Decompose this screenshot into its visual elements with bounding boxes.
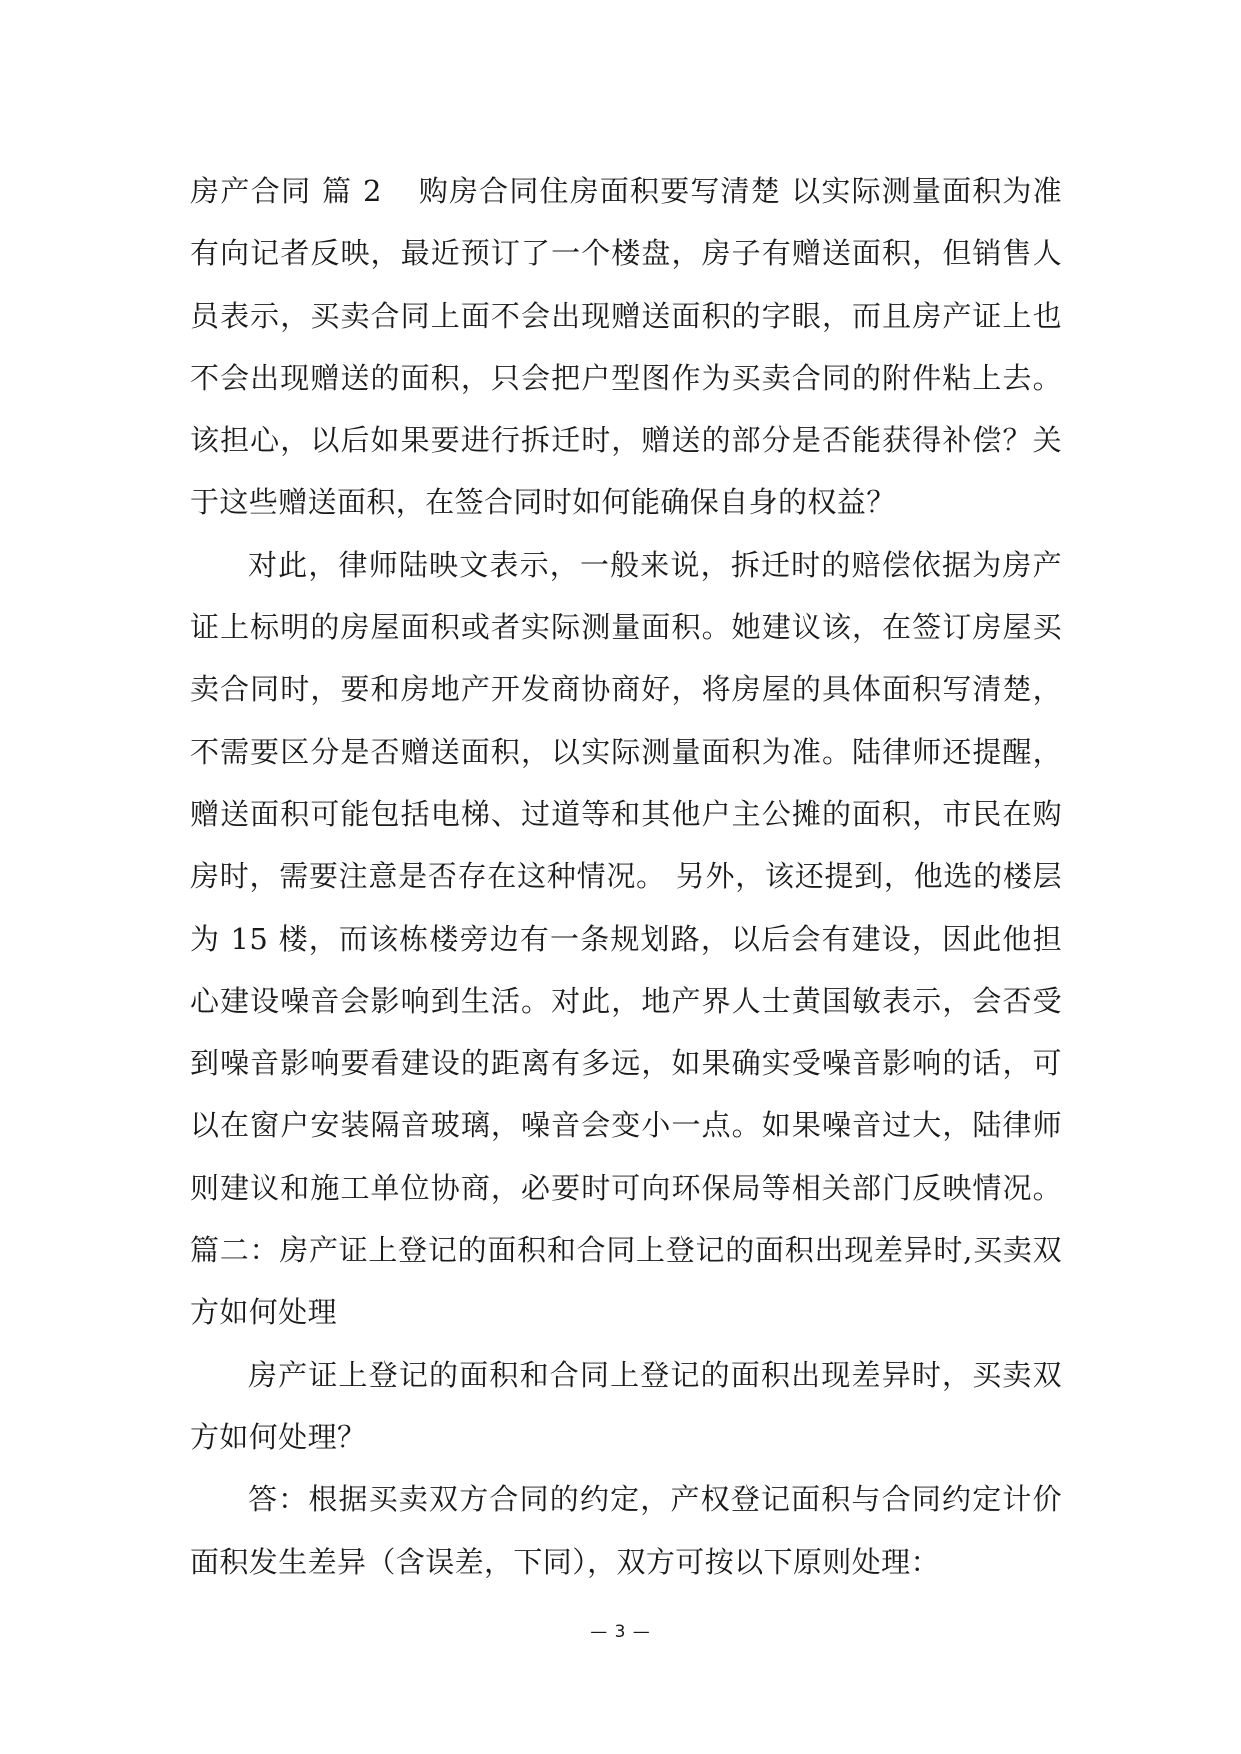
page-number: — 3 — (590, 1622, 651, 1642)
paragraph-4: 答：根据买卖双方合同的约定，产权登记面积与合同约定计价面积发生差异（含误差，下同），双方可按以下原则处理： (190, 1482, 1062, 1579)
paragraph-1-text: 购房合同住房面积要写清楚 以实际测量面积为准 有向记者反映，最近预订了一个楼盘，房子有赠送面积，但销售人员表示，买卖合同上面不会出现赠送面积的字眼，而且房产证上也不会出现赠送的面积，只会把户型图作为买卖合同的附件粘上去。该担心，以后如果要进行拆迁时，赠送的部分是否能获得补偿？关于这些赠送面积，在签合同时如何能确保自身的权益？ (190, 174, 1063, 520)
document-body (190, 160, 1062, 1593)
paragraph-1 (190, 160, 1062, 534)
paragraph-3: 房产证上登记的面积和合同上登记的面积出现差异时，买卖双方如何处理？ (190, 1357, 1062, 1454)
paragraph-2: 对此，律师陆映文表示，一般来说，拆迁时的赔偿依据为房产证上标明的房屋面积或者实际测量面积。她建议该，在签订房屋买卖合同时，要和房地产开发商协商好，将房屋的具体面积写清楚，不需要区分是否赠送面积，以实际测量面积为准。陆律师还提醒，赠送面积可能包括电梯、过道等和其他户主公摊的面积，市民在购房时，需要注意是否存在这种情况。 另外，该还提到，他选的楼层为 15 楼，而该栋楼旁边有一条规划路，以后会有建设，因此他担心建设噪音会影响到生活。对此，地产界人士黄国敏表示，会否受到噪音影响要看建设的距离有多远，如果确实受噪音影响的话，可以在窗户安装隔音玻璃，噪音会变小一点。如果噪音过大，陆律师则建议和施工单位协商，必要时可向环保局等相关部门反映情况。 篇二：房产证上登记的面积和合同上登记的面积出现差异时,买卖双方如何处理 (190, 547, 1062, 1330)
section-heading: 房产合同 篇 2 (190, 174, 383, 208)
